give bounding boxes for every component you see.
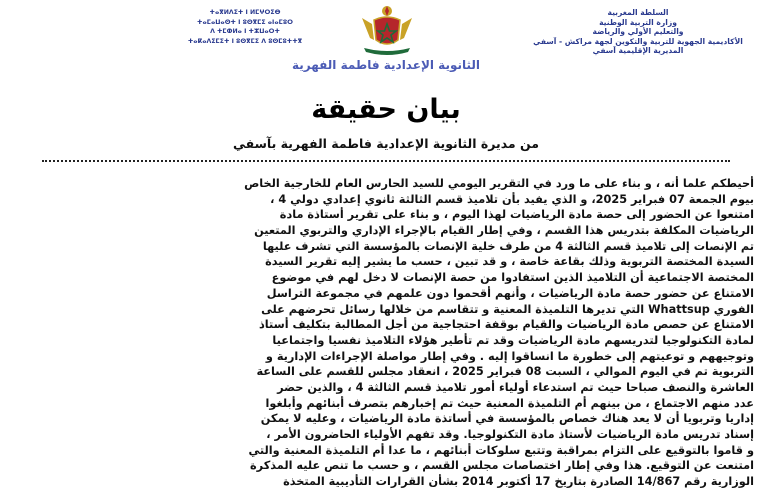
header-line: ⴷ ⵜⵎⵀⵍⴰ ⵏ ⵜⵣⵡⴰⵔⵜ	[210, 28, 280, 36]
header-line: وزارة التربية الوطنية	[599, 17, 677, 27]
header-line: والتعليم الأولي والرياضة	[592, 27, 684, 37]
header-line: السلطة المغربية	[607, 8, 669, 17]
body-line: الامتناع عن حصص مادة الرياضيات والقيام بوقفة احتجاجية من أجل المطالبة بتكليف أستاذ	[258, 318, 754, 332]
body-line: الفوري Whattsup التي تديرها التلميذة المعنية و تتقاسم من خلالها رسائل تحرضهم على	[261, 302, 754, 316]
body-line: السيدة المختصة التربوية وذلك بقاعة خاصة ، و قد تبين ، حسب ما يشير إليه تقرير السيدة	[265, 255, 754, 269]
header-line: المديرية الإقليمية آسفي	[592, 46, 684, 56]
body-line: امتنعت عن التوقيع. هذا وفي إطار اختصاصات مجلس القسم ، و حسب ما تنص عليه المذكرة	[250, 459, 754, 473]
body-line: العاشرة والنصف صباحا حيث تم استدعاء أولياء أمور تلاميذ قسم الثالثة 4 ، والذين حضر	[277, 380, 754, 394]
body-line: و قاموا بالتوقيع على التزام بمراقبة وتتبع سلوكات أبنائهم ، ما عدا أم التلميذة المعنية والتي	[248, 443, 754, 457]
body-line: المختصة الاجتماعية أن التلاميذ الذين استفادوا من حصة الإنصات لا دخل لهم في موضوع	[271, 271, 754, 285]
body-line: تم الإنصات إلى تلاميذ قسم الثالثة 4 من طرف خلية الإنصات بالمؤسسة التي تشرف عليها	[262, 239, 754, 253]
header-line: ⵜⴰⴽⴰⴷⵉⵎⵉⵜ ⵏ ⵓⵙⴳⵎⵉ ⴷ ⵓⵙⵎⵓⵜⵜⴳ	[187, 37, 303, 45]
body-line: إسناد تدريس مادة الرياضيات لأستاذ مادة التكنولوجيا. وقد تفهم الأولياء الحاضرون الأمر ،	[266, 428, 754, 441]
body-line: وتوجيههم و توعيتهم إلى خطورة ما انساقوا إليه . وفي إطار مواصلة الإجراءات الإدارية و	[265, 349, 754, 363]
header-line: الأكاديمية الجهوية للتربية والتكوين لجهة مراكش - آسفي	[533, 36, 743, 46]
ministry-header-tifinagh	[170, 8, 320, 46]
document-subtitle: من مديرة الثانوية الإعدادية فاطمة الفهرية بآسفي	[232, 136, 540, 151]
body-line: عدد منهم الاجتماع ، من بينهم أم التلميذة المعنية حيث تم إخبارهم بتصرف أبنائهم وأبلغوا	[265, 396, 754, 410]
body-line: لمادة التكنولوجيا لتدريسهم مادة الرياضيات وقد تم تأطير هؤلاء التلاميذ نفسيا واجتماعيا	[272, 333, 754, 347]
body-line: الامتناع عن حضور حصة مادة الرياضيات ، وأنهم أقحموا دون علمهم في مجموعة التراسل	[266, 286, 754, 300]
body-line: إداريا وتربويا أن لا يعد هناك خصاص بالمؤسسة في أساتذة مادة الرياضيات ، وعليه لا يمكن	[260, 412, 754, 426]
dotted-divider	[42, 160, 730, 162]
school-name: الثانوية الإعدادية فاطمة الفهرية	[291, 58, 480, 72]
header-line: ⵜⴰⴳⵍⴷⵉⵜ ⵏ ⵍⵎⵖⵔⵉⴱ	[209, 9, 281, 16]
body-line: بيوم الجمعة 07 فبراير 2025، و الذي يفيد بأن تلاميذ قسم الثالثة ثانوي إعدادي دولي 4 ،	[270, 192, 754, 206]
ministry-header-arabic	[518, 8, 758, 56]
document-title: بيان حقيقة	[311, 94, 461, 125]
header-line: ⵜⴰⵎⴰⵡⴰⵙⵜ ⵏ ⵓⵙⴳⵎⵉ ⴰⵏⴰⵎⵓⵔ	[197, 18, 293, 26]
moroccan-coat-of-arms-icon	[356, 4, 418, 56]
letterhead	[0, 0, 772, 60]
body-line: امتنعوا عن الحضور إلى حصة مادة الرياضيات لهذا اليوم ، و بناء على تقرير أستاذة مادة	[279, 208, 754, 222]
body-line: الرياضيات المكلفة بتدريس هذا القسم ، وفي إطار القيام بالإجراء الإداري والتربوي المتعين	[254, 224, 754, 238]
body-line: التربوية تم في اليوم الموالي ، السبت 08 فبراير 2025 ، انعقاد مجلس للقسم على الساعة	[256, 365, 754, 379]
body-line: أحيطكم علما أنه ، و بناء على ما ورد في التقرير اليومي للسيد الحارس العام للخارجية الخاص	[244, 177, 754, 190]
body-line: الوزارية رقم 14/867 الصادرة بتاريخ 17 أكتوبر 2014 بشأن القرارات التأديبية المتخذة	[283, 475, 754, 489]
document-body	[24, 176, 754, 490]
